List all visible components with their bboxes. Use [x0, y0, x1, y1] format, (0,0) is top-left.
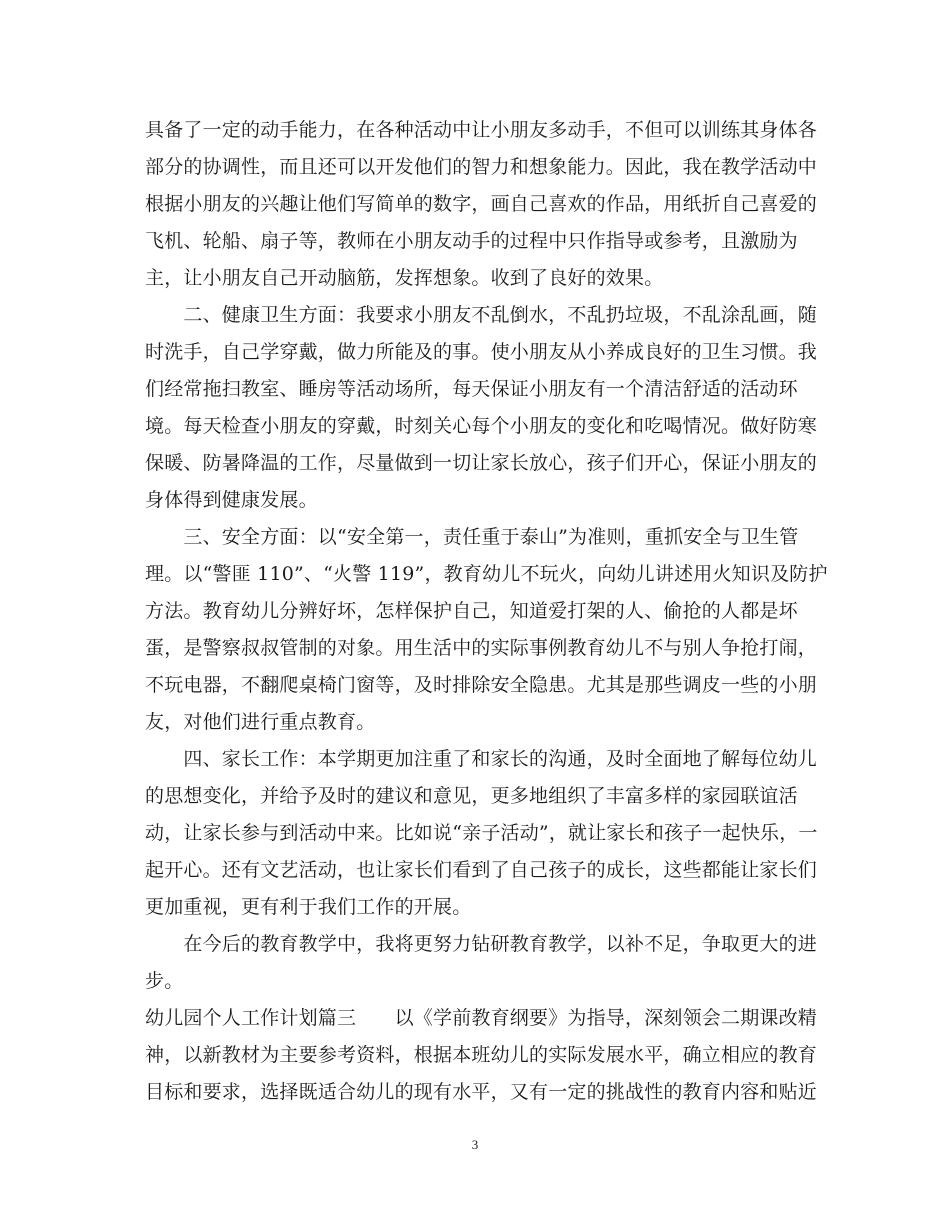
paragraph-start-line: 四、家长工作：本学期更加注重了和家长的沟通，及时全面地了解每位幼儿	[145, 748, 818, 770]
text-line: 的思想变化，并给予及时的建议和意见，更多地组织了丰富多样的家园联谊活	[145, 785, 798, 807]
text-line: 起开心。还有文艺活动，也让家长们看到了自己孩子的成长，这些都能让家长们	[145, 859, 818, 881]
paragraph-start-line: 二、健康卫生方面：我要求小朋友不乱倒水，不乱扔垃圾，不乱涂乱画，随	[145, 304, 818, 326]
text-line: 神，以新教材为主要参考资料，根据本班幼儿的实际发展水平，确立相应的教育	[145, 1044, 818, 1066]
text-line: 不玩电器，不翻爬桌椅门窗等，及时排除安全隐患。尤其是那些调皮一些的小朋	[145, 674, 818, 696]
text-line: 友，对他们进行重点教育。	[145, 711, 376, 733]
text-line: 飞机、轮船、扇子等，教师在小朋友动手的过程中只作指导或参考，且激励为	[145, 230, 798, 252]
paragraph-start-line: 在今后的教育教学中，我将更努力钻研教育教学，以补不足，争取更大的进	[145, 933, 818, 955]
text-line: 蛋，是警察叔叔管制的对象。用生活中的实际事例教育幼儿不与别人争抢打闹，	[145, 637, 818, 659]
text-line: 主，让小朋友自己开动脑筋，发挥想象。收到了良好的效果。	[145, 267, 664, 289]
section-heading-line: 幼儿园个人工作计划篇三 以《学前教育纲要》为指导，深刻领会二期课改精	[145, 1007, 818, 1029]
text-line: 方法。教育幼儿分辨好坏，怎样保护自己，知道爱打架的人、偷抢的人都是坏	[145, 600, 798, 622]
text-line: 理。以“警匪 110”、“火警 119”，教育幼儿不玩火，向幼儿讲述用火知识及防护	[145, 563, 828, 585]
paragraph-start-line: 三、安全方面：以“安全第一，责任重于泰山”为准则，重抓安全与卫生管	[145, 526, 799, 548]
text-line: 时洗手，自己学穿戴，做力所能及的事。使小朋友从小养成良好的卫生习惯。我	[145, 341, 818, 363]
text-line: 们经常拖扫教室、睡房等活动场所，每天保证小朋友有一个清洁舒适的活动环	[145, 378, 798, 400]
page-number: 3	[471, 1137, 479, 1152]
text-line: 身体得到健康发展。	[145, 489, 318, 511]
text-line: 根据小朋友的兴趣让他们写简单的数字，画自己喜欢的作品，用纸折自己喜爱的	[145, 193, 818, 215]
text-line: 具备了一定的动手能力，在各种活动中让小朋友多动手，不但可以训练其身体各	[145, 119, 818, 141]
text-line: 保暖、防暑降温的工作，尽量做到一切让家长放心，孩子们开心，保证小朋友的	[145, 452, 818, 474]
text-line: 动，让家长参与到活动中来。比如说“亲子活动”，就让家长和孩子一起快乐，一	[145, 822, 818, 844]
text-line: 境。每天检查小朋友的穿戴，时刻关心每个小朋友的变化和吃喝情况。做好防寒	[145, 415, 818, 437]
text-line: 目标和要求，选择既适合幼儿的现有水平，又有一定的挑战性的教育内容和贴近	[145, 1081, 818, 1103]
text-line: 步。	[145, 970, 184, 992]
text-line: 部分的协调性，而且还可以开发他们的智力和想象能力。因此，我在教学活动中	[145, 156, 818, 178]
text-line: 更加重视，更有利于我们工作的开展。	[145, 896, 472, 918]
